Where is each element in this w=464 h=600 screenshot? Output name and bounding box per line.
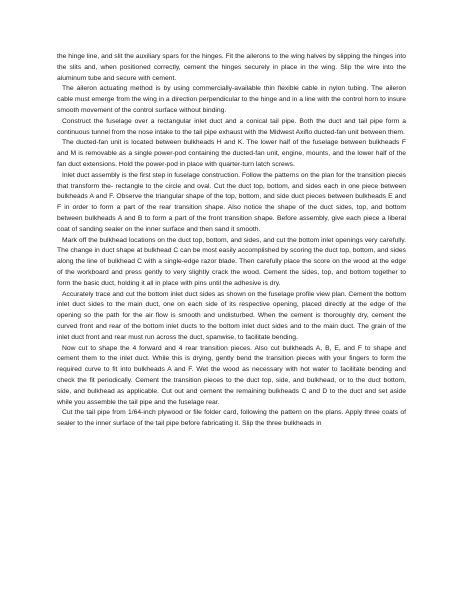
paragraph: Inlet duct assembly is the first step in fuselage construction. Follow the patterns on the plan for the transition pieces that transform the- rectangle to the circle and oval. Cut the duct top, bottom, and sides each in one piece between bulkheads A and F. Observe the triangular shape of the top, bottom, and side duct pieces between bulkheads E and F in order to form a part of the rear transition shape. Also notice the shape of the duct sides, top, and bottom between bulkheads A and B to form a part of the front transition shape. Before assembly, give each piece a liberal coat of sanding sealer on the inner surface and then sand it smooth. xyxy=(57,171,406,233)
paragraph: The aileron actuating method is by using commercially-available thin flexible cable in nylon tubing. The aileron cable must emerge from the wing in a direction perpendicular to the hinge and in a line with the control horn to insure smooth movement of the control surface without binding. xyxy=(57,85,406,114)
paragraph: Accurately trace and cut the bottom inlet duct sides as shown on the fuselage profile view plan. Cement the bottom inlet duct sides to the main duct, one on each side of its respective opening, placed directly at the edge of the opening so the path for the air flow is smooth and undisturbed. When the cement is thoroughly dry, cement the curved front and rear of the bottom inlet ducts to the bottom inlet duct sides and to the main duct. The grain of the inlet duct front and rear must run across the duct, spanwise, to facilitate bending. xyxy=(57,290,406,341)
paragraph: Now cut to shape the 4 forward and 4 rear transition pieces. Also cut bulkheads A, B, E, and F to shape and cement them to the inlet duct. While this is drying, gently bend the transition pieces with your fingers to form the required curve to fit into bulkheads A and F. Wet the wood as necessary with hot water to facilitate bending and check the fit periodically. Cement the transition pieces to the duct top, side, and bulkhead, or to the duct bottom, side, and bulkhead as applicable. Cut out and cement the remaining bulkheads C and D to the duct and set aside while you assemble the tail pipe and the fuselage rear. xyxy=(57,344,406,406)
paragraph: the hinge line, and slit the auxiliary spars for the hinges. Fit the ailerons to the wing halves by slipping the hinges into the slits and, when positioned correctly, cement the hinges securely in place in the wing. Slip the wire into the aluminum tube and secure with cement. xyxy=(57,53,406,82)
paragraph: Cut the tail pipe from 1/64-inch plywood or file folder card, following the pattern on the plans. Apply three coats of sealer to the inner surface of the tail pipe before fabricating it. Slip the three bulkheads in xyxy=(57,409,406,428)
paragraph: Construct the fuselage over a rectangular inlet duct and a conical tail pipe. Both the duct and tail pipe form a continuous tunnel from the nose intake to the tail pipe exhaust with the Midwest Axiflo ducted-fan unit between them. xyxy=(57,117,406,136)
paragraph: Mark off the bulkhead locations on the duct top, bottom, and sides, and cut the bottom inlet openings very carefully. The change in duct shape at bulkhead C can be most easily accomplished by scoring the duct top, bottom, and sides along the line of bulkhead C with a single-edge razor blade. Then carefully place the score on the wood at the edge of the workboard and press gently to very slightly crack the wood. Cement the sides, top, and bottom together to form the basic duct, holding it all in place with pins until the adhesive is dry. xyxy=(57,236,406,287)
paragraph: The ducted-fan unit is located between bulkheads H and K. The lower half of the fuselage between bulkheads F and M is removable as a single power-pod containing the ducted-fan unit, engine, mounts, and the lower half of the fan duct extensions. Hold the power-pod in place with quarter-turn latch screws. xyxy=(57,139,406,168)
